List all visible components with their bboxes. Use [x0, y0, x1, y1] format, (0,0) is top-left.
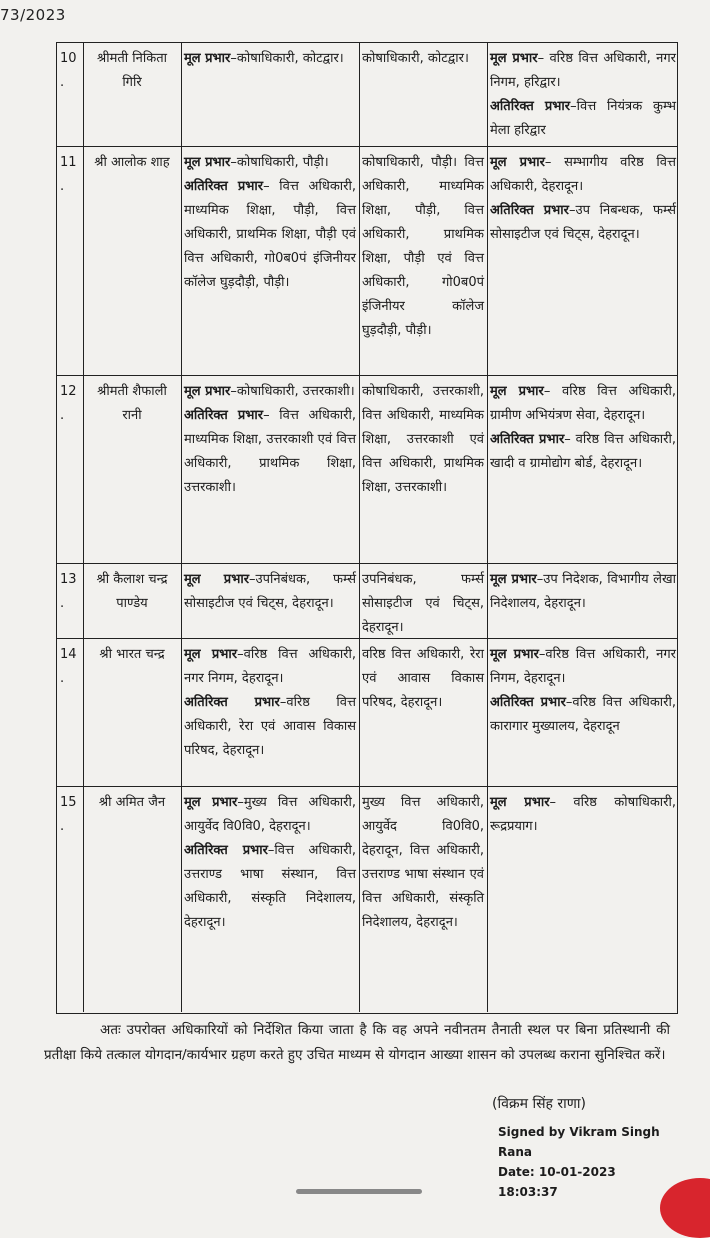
charge-label: मूल प्रभार — [184, 647, 238, 662]
charge-text: – वरिष्ठ कोषाधिकारी, रूद्रप्रयाग। — [490, 795, 676, 834]
new-charge — [487, 791, 679, 839]
charge-label: अतिरिक्त प्रभार — [490, 695, 566, 710]
charge-text: –वित्त अधिकारी, उत्तराण्ड भाषा संस्थान, वित्त अधिकारी, संस्कृति निदेशालय, देहरादून। — [184, 843, 356, 930]
charge-text: –उप निदेशक, विभागीय लेखा निदेशालय, देहरादून। — [490, 572, 676, 611]
charge-text: –कोषाधिकारी, उत्तरकाशी। — [230, 384, 355, 399]
digital-signature-block — [498, 1122, 668, 1202]
posting-place: मुख्य वित्त अधिकारी, आयुर्वेद वि0वि0, देहरादून, वित्त अधिकारी, उत्तराण्ड भाषा संस्थान एवं वित्त अधिकारी, संस्कृति निदेशालय, देहरादून। — [362, 795, 484, 930]
serial-number: 11. — [60, 155, 77, 194]
charge-label: मूल प्रभार — [490, 795, 550, 810]
charge-text: – वित्त अधिकारी, माध्यमिक शिक्षा, उत्तरकाशी एवं वित्त अधिकारी, प्राथमिक शिक्षा, उत्तरकाशी। — [184, 408, 356, 495]
officer-name: श्रीमती निकिता गिरि — [97, 51, 167, 90]
posting-place: कोषाधिकारी, पौड़ी। वित्त अधिकारी, माध्यमिक शिक्षा, पौड़ी, वित्त अधिकारी, प्राथमिक शिक्षा, पौड़ी एवं वित्त अधिकारी, गो0ब0पं इंजिनीयर कॉलेज घुड़दौड़ी, पौड़ी। — [362, 155, 484, 338]
serial-number: 14. — [60, 647, 77, 686]
table-row — [57, 146, 677, 375]
charge-text: –वरिष्ठ वित्त अधिकारी, रेरा एवं आवास विकास परिषद, देहरादून। — [184, 695, 356, 758]
charge-label: मूल प्रभार — [490, 572, 537, 587]
charge-text: –वित्त नियंत्रक कुम्भ मेला हरिद्वार — [490, 99, 676, 138]
charge-text: –उपनिबंधक, फर्म्स सोसाइटीज एवं चिट्स, देहरादून। — [184, 572, 356, 611]
current-charge — [181, 47, 359, 71]
charge-text: – वरिष्ठ वित्त अधिकारी, ग्रामीण अभियंत्रण सेवा, देहरादून। — [490, 384, 676, 423]
charge-label: अतिरिक्त प्रभार — [184, 179, 264, 194]
charge-text: – वित्त अधिकारी, माध्यमिक शिक्षा, पौड़ी, वित्त अधिकारी, प्राथमिक शिक्षा, पौड़ी एवं वित्त अधिकारी, गो0ब0पं इंजिनीयर कॉलेज घुड़दौड़ी, पौड़ी। — [184, 179, 356, 290]
current-charge — [181, 643, 359, 763]
home-indicator-bar[interactable] — [296, 1189, 422, 1194]
posting-place: वरिष्ठ वित्त अधिकारी, रेरा एवं आवास विकास परिषद, देहरादून। — [362, 647, 484, 710]
charge-label: मूल प्रभार — [184, 51, 231, 66]
new-charge — [487, 380, 679, 476]
serial-number: 13. — [60, 572, 77, 611]
charge-label: अतिरिक्त प्रभार — [184, 695, 280, 710]
charge-text: –कोषाधिकारी, पौड़ी। — [230, 155, 329, 170]
table-row — [57, 375, 677, 563]
charge-label: मूल प्रभार — [184, 572, 250, 587]
charge-label: अतिरिक्त प्रभार — [490, 99, 571, 114]
charge-label: अतिरिक्त प्रभार — [490, 203, 569, 218]
officer-name: श्री आलोक शाह — [94, 155, 170, 170]
serial-number: 10. — [60, 51, 77, 90]
table-row — [57, 43, 677, 146]
charge-text: –उप निबन्धक, फर्म्स सोसाइटीज एवं चिट्स, देहरादून। — [490, 203, 676, 242]
charge-label: मूल प्रभार — [490, 51, 538, 66]
charge-label: मूल प्रभार — [490, 384, 544, 399]
instruction-paragraph: अतः उपरोक्त अधिकारियों को निर्देशित किया जाता है कि वह अपने नवीनतम तैनाती स्थल पर बिना प्रतिस्थानी की प्रतीक्षा किये तत्काल योगदान/कार्यभार ग्रहण करते हुए उचित माध्यम से योगदान आख्या शासन को उपलब्ध कराना सुनिश्चित करें। — [44, 1022, 670, 1063]
officer-name: श्री कैलाश चन्द्र पाण्डेय — [96, 572, 168, 611]
charge-label: मूल प्रभार — [184, 795, 238, 810]
charge-label: अतिरिक्त प्रभार — [184, 408, 264, 423]
charge-label: मूल प्रभार — [184, 155, 231, 170]
current-charge — [181, 151, 359, 295]
document-reference-number: 73/2023 — [0, 6, 66, 24]
new-charge — [487, 568, 679, 616]
charge-text: –वरिष्ठ वित्त अधिकारी, कारागार मुख्यालय, देहरादून — [490, 695, 676, 734]
charge-text: –वरिष्ठ वित्त अधिकारी, नगर निगम, देहरादून। — [490, 647, 677, 686]
signatory-name: (विक्रम सिंह राणा) — [492, 1096, 586, 1112]
table-row — [57, 786, 677, 1012]
officer-name: श्रीमती शैफाली रानी — [97, 384, 167, 423]
table-row — [57, 563, 677, 638]
charge-label: मूल प्रभार — [490, 647, 539, 662]
charge-label: अतिरिक्त प्रभार — [184, 843, 268, 858]
charge-text: –मुख्य वित्त अधिकारी, आयुर्वेद वि0वि0, देहरादून। — [184, 795, 356, 834]
posting-place: कोषाधिकारी, उत्तरकाशी, वित्त अधिकारी, माध्यमिक शिक्षा, उत्तरकाशी एवं वित्त अधिकारी, प्राथमिक शिक्षा, उत्तरकाशी। — [362, 384, 484, 495]
posting-place: उपनिबंधक, फर्म्स सोसाइटीज एवं चिट्स, देहरादून। — [362, 572, 484, 635]
current-charge — [181, 380, 359, 500]
charge-text: – सम्भागीय वरिष्ठ वित्त अधिकारी, देहरादून। — [490, 155, 676, 194]
transfer-table — [56, 42, 678, 1014]
current-charge — [181, 791, 359, 935]
signed-by-text: Signed by Vikram Singh Rana — [498, 1125, 660, 1159]
officer-name: श्री अमित जैन — [98, 795, 166, 810]
officer-name: श्री भारत चन्द्र — [99, 647, 165, 662]
new-charge — [487, 151, 679, 247]
new-charge — [487, 643, 679, 739]
posting-place: कोषाधिकारी, कोटद्वार। — [362, 51, 469, 66]
charge-text: – वरिष्ठ वित्त अधिकारी, खादी व ग्रामोद्योग बोर्ड, देहरादून। — [490, 432, 676, 471]
charge-text: – वरिष्ठ वित्त अधिकारी, नगर निगम, हरिद्वार। — [490, 51, 676, 90]
charge-text: –कोषाधिकारी, कोटद्वार। — [230, 51, 344, 66]
charge-label: मूल प्रभार — [490, 155, 545, 170]
signature-date: Date: 10-01-2023 18:03:37 — [498, 1165, 616, 1199]
serial-number: 12. — [60, 384, 77, 423]
charge-label: अतिरिक्त प्रभार — [490, 432, 565, 447]
current-charge — [181, 568, 359, 616]
charge-label: मूल प्रभार — [184, 384, 231, 399]
table-row — [57, 638, 677, 786]
charge-text: –वरिष्ठ वित्त अधिकारी, नगर निगम, देहरादून। — [184, 647, 357, 686]
serial-number: 15. — [60, 795, 77, 834]
new-charge — [487, 47, 679, 143]
